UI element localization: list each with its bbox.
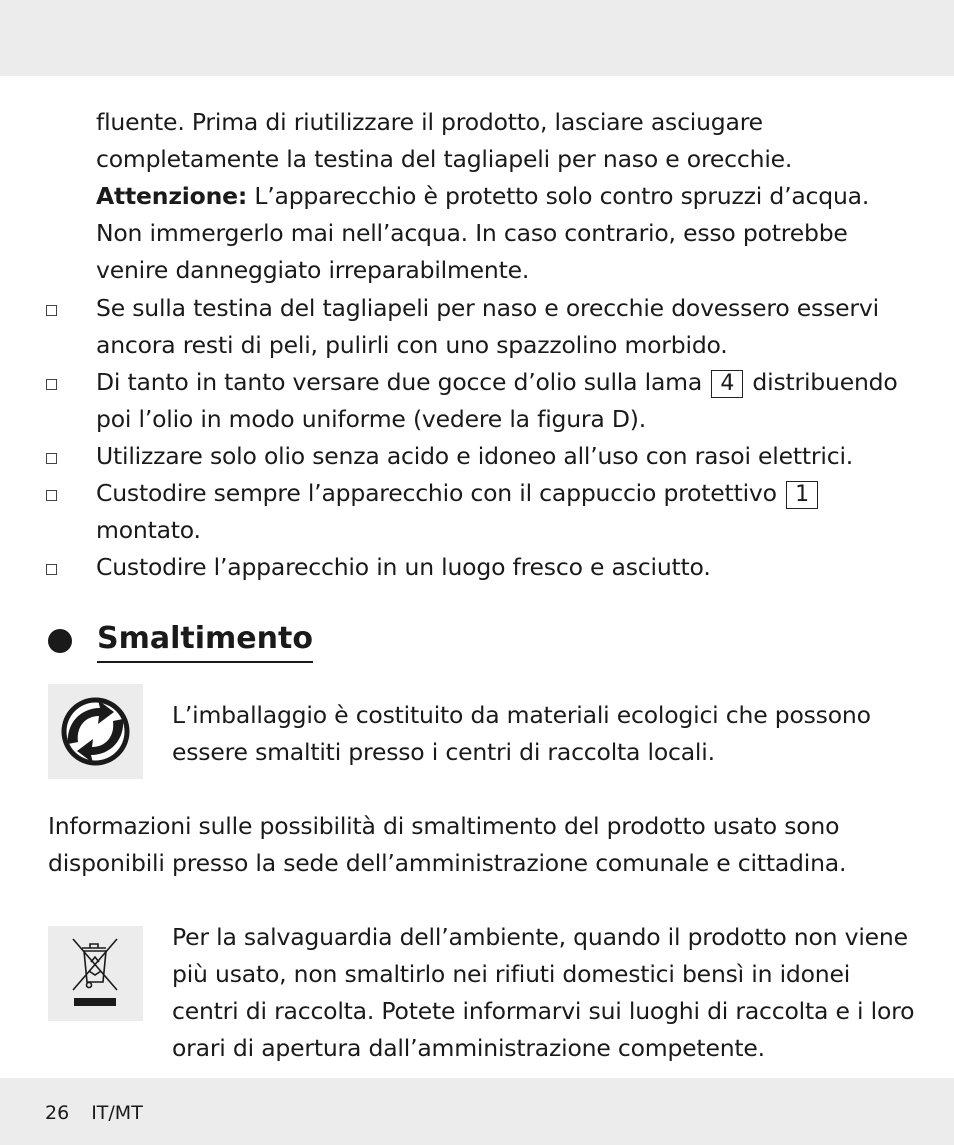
disposal-info-text: Informazioni sulle possibilità di smaltimento del prodotto usato sono disponibili presso la sede dell’amministrazione comunale e cittadina. (48, 812, 847, 877)
locale-code: IT/MT (91, 1102, 143, 1124)
warning-text: L’apparecchio è protetto solo contro spruzzi d’acqua. Non immergerlo mai nell’acqua. In caso contrario, esso potrebbe venire danneggiato irreparabilmente. (96, 182, 870, 284)
warning-label: Attenzione: (96, 182, 248, 210)
care-bullet-list (46, 290, 926, 586)
weee-disposal-text: Per la salvaguardia dell’ambiente, quando il prodotto non viene più usato, non smaltirlo nei rifiuti domestici bensì in idonei centri di raccolta. Potete informarvi sui luoghi di raccolta e i loro orari di apertura dall’amministrazione competente. (172, 923, 915, 1062)
bullet-text: Se sulla testina del tagliapeli per naso e orecchie dovessero esservi ancora resti di peli, pulirli con uno spazzolino morbido. (96, 294, 879, 359)
list-item (46, 290, 926, 364)
bullet-text: Utilizzare solo olio senza acido e idoneo all’uso con rasoi elettrici. (96, 442, 854, 470)
top-band (0, 0, 954, 76)
bullet-box-icon (46, 490, 57, 501)
section-title: Smaltimento (97, 617, 313, 663)
part-reference-badge: 1 (786, 481, 818, 509)
page-number: 26 (45, 1102, 70, 1124)
warning-paragraph (96, 178, 916, 289)
bullet-text-before: Custodire sempre l’apparecchio con il cappuccio protettivo (96, 479, 785, 507)
bullet-text-after: distribuendo poi l’olio in modo uniforme (vedere la figura D). (96, 368, 898, 433)
bullet-box-icon (46, 305, 57, 316)
packaging-text: L’imballaggio è costituito da materiali ecologici che possono essere smaltiti presso i centri di raccolta locali. (172, 701, 871, 766)
bullet-box-icon (46, 453, 57, 464)
part-reference-badge: 4 (711, 370, 743, 398)
list-item (46, 475, 926, 549)
continuation-text (96, 104, 916, 289)
crossed-out-wheelie-bin-icon (48, 926, 143, 1021)
bullet-text-before: Di tanto in tanto versare due gocce d’olio sulla lama (96, 368, 710, 396)
continuation-line: fluente. Prima di riutilizzare il prodotto, lasciare asciugare completamente la testina del tagliapeli per naso e orecchie. (96, 108, 793, 173)
list-item (46, 549, 926, 586)
list-item (46, 438, 926, 475)
list-item (46, 364, 926, 438)
bullet-text-after: montato. (96, 516, 201, 544)
bullet-text: Custodire l’apparecchio in un luogo fresco e asciutto. (96, 553, 711, 581)
page-footer (45, 1099, 165, 1127)
green-dot-recycle-icon (48, 684, 143, 779)
bullet-box-icon (46, 564, 57, 575)
bullet-box-icon (46, 379, 57, 390)
heading-bullet-icon (48, 629, 72, 653)
